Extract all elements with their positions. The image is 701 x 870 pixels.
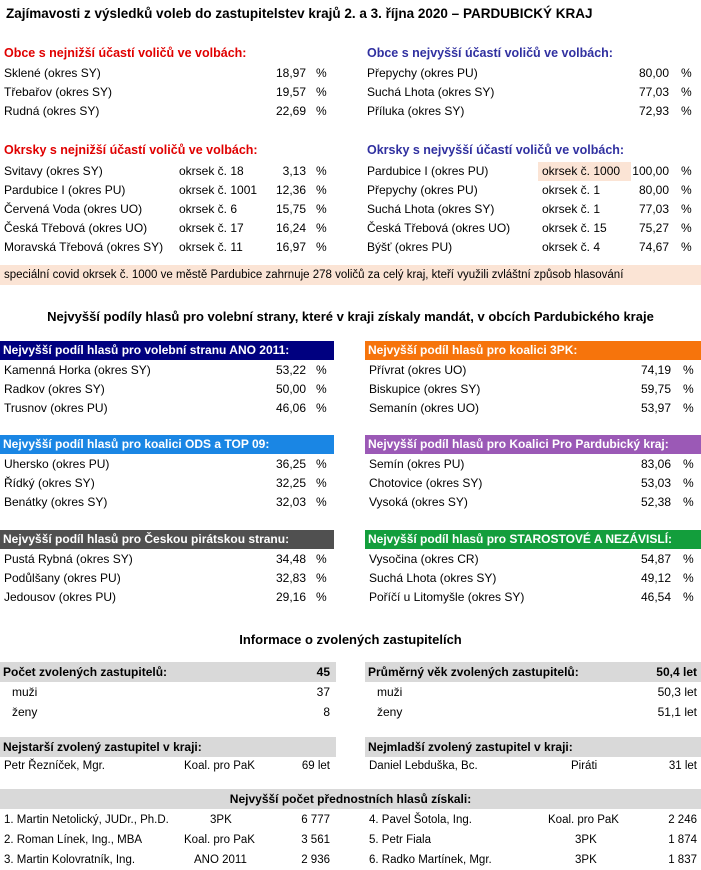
vote-share-value: 59,75 xyxy=(640,382,671,396)
turnout-value: 77,03 xyxy=(638,85,669,99)
district-number: okrsek č. 6 xyxy=(179,202,238,216)
list-item xyxy=(365,361,701,380)
municipality-name: Česká Třebová (okres UO) xyxy=(367,221,511,235)
vote-share-value: 34,48 xyxy=(275,552,306,566)
municipality-name: Svitavy (okres SY) xyxy=(4,164,103,178)
list-item xyxy=(0,162,340,181)
percent-unit: % xyxy=(316,476,327,490)
list-item xyxy=(0,380,334,399)
district-number: okrsek č. 1001 xyxy=(179,183,258,197)
turnout-value: 22,69 xyxy=(275,104,306,118)
list-item xyxy=(0,588,334,607)
list-item xyxy=(0,399,334,418)
candidate-party: 3PK xyxy=(210,814,232,826)
list-item xyxy=(0,361,334,380)
vote-share-value: 53,22 xyxy=(275,363,306,377)
list-item xyxy=(363,162,701,181)
list-item xyxy=(0,102,340,121)
percent-unit: % xyxy=(316,183,327,197)
party-heading: Nejvyšší podíl hlasů pro STAROSTOVÉ A NEZÁVISLÍ: xyxy=(365,530,701,549)
women-age-row xyxy=(365,703,701,722)
list-item xyxy=(363,83,701,102)
low-municipalities-heading: Obce s nejnižší účastí voličů ve volbách: xyxy=(4,46,247,60)
candidate-name: 4. Pavel Šotola, Ing. xyxy=(369,814,472,826)
municipality-name: Semanín (okres UO) xyxy=(369,401,480,415)
vote-share-value: 49,12 xyxy=(640,571,671,585)
parties-section-title: Nejvyšší podíly hlasů pro volební strany, které v kraji získaly mandát, v obcích Pardubického kraje xyxy=(47,309,654,324)
list-item xyxy=(365,588,701,607)
percent-unit: % xyxy=(316,221,327,235)
candidate-party: 3PK xyxy=(575,854,597,866)
percent-unit: % xyxy=(681,104,692,118)
municipality-name: Třebařov (okres SY) xyxy=(4,85,113,99)
percent-unit: % xyxy=(316,495,327,509)
list-item xyxy=(0,455,334,474)
percent-unit: % xyxy=(683,571,694,585)
women-label: ženy xyxy=(12,705,38,719)
municipality-name: Poříčí u Litomyšle (okres SY) xyxy=(369,590,525,604)
percent-unit: % xyxy=(316,363,327,377)
list-item xyxy=(0,64,340,83)
percent-unit: % xyxy=(683,457,694,471)
list-item xyxy=(363,219,701,238)
candidate-votes: 2 936 xyxy=(301,854,330,866)
municipality-name: Rudná (okres SY) xyxy=(4,104,100,118)
vote-share-value: 36,25 xyxy=(275,457,306,471)
oldest-header: Nejstarší zvolený zastupitel v kraji: xyxy=(0,737,336,757)
percent-unit: % xyxy=(316,66,327,80)
elected-count-header xyxy=(0,662,336,682)
percent-unit: % xyxy=(683,363,694,377)
covid-district-note: speciální covid okrsek č. 1000 ve městě Pardubice zahrnuje 278 voličů za celý kraj, kteří využili zvláštní způsob hlasování xyxy=(0,265,701,285)
candidate-name: 6. Radko Martínek, Mgr. xyxy=(369,854,492,866)
party-heading: Nejvyšší podíl hlasů pro Českou pirátskou stranu: xyxy=(0,530,334,549)
vote-share-value: 54,87 xyxy=(640,552,671,566)
percent-unit: % xyxy=(316,590,327,604)
municipality-name: Příluka (okres SY) xyxy=(367,104,465,118)
turnout-value: 16,97 xyxy=(275,240,306,254)
candidate-party: 3PK xyxy=(575,834,597,846)
district-number: okrsek č. 15 xyxy=(542,221,607,235)
list-item xyxy=(365,569,701,588)
vote-share-value: 29,16 xyxy=(275,590,306,604)
women-label: ženy xyxy=(377,705,403,719)
candidate-name: 2. Roman Línek, Ing., MBA xyxy=(4,834,143,846)
men-count-row xyxy=(0,683,336,702)
list-item xyxy=(363,181,701,200)
list-item xyxy=(365,455,701,474)
list-item xyxy=(0,181,340,200)
percent-unit: % xyxy=(316,202,327,216)
vote-share-value: 50,00 xyxy=(275,382,306,396)
list-item xyxy=(0,851,336,870)
elected-count-label: Počet zvolených zastupitelů: xyxy=(3,665,168,679)
list-item xyxy=(365,831,701,850)
party-heading: Nejvyšší podíl hlasů pro volební stranu ANO 2011: xyxy=(0,341,334,360)
women-count: 8 xyxy=(323,705,330,719)
municipality-name: Biskupice (okres SY) xyxy=(369,382,481,396)
district-number: okrsek č. 4 xyxy=(542,240,601,254)
percent-unit: % xyxy=(681,221,692,235)
list-item xyxy=(0,569,334,588)
municipality-name: Pardubice I (okres PU) xyxy=(367,164,489,178)
vote-share-value: 83,06 xyxy=(640,457,671,471)
turnout-value: 15,75 xyxy=(275,202,306,216)
district-number: okrsek č. 18 xyxy=(179,164,244,178)
turnout-value: 18,97 xyxy=(275,66,306,80)
info-section-title: Informace o zvolených zastupitelích xyxy=(239,632,462,647)
municipality-name: Pustá Rybná (okres SY) xyxy=(4,552,133,566)
municipality-name: Červená Voda (okres UO) xyxy=(4,202,143,216)
list-item xyxy=(0,493,334,512)
district-number: okrsek č. 1 xyxy=(542,183,601,197)
men-age-row xyxy=(365,683,701,702)
percent-unit: % xyxy=(683,552,694,566)
municipality-name: Chotovice (okres SY) xyxy=(369,476,483,490)
men-count: 37 xyxy=(316,685,330,699)
percent-unit: % xyxy=(681,240,692,254)
percent-unit: % xyxy=(316,571,327,585)
candidate-name: 1. Martin Netolický, JUDr., Ph.D. xyxy=(4,814,169,826)
youngest-party: Piráti xyxy=(571,760,598,772)
turnout-value: 12,36 xyxy=(275,183,306,197)
party-heading: Nejvyšší podíl hlasů pro Koalici Pro Pardubický kraj: xyxy=(365,435,701,454)
women-avg-age: 51,1 let xyxy=(657,705,697,719)
municipality-name: Býšť (okres PU) xyxy=(367,240,453,254)
municipality-name: Suchá Lhota (okres SY) xyxy=(367,85,495,99)
municipality-name: Moravská Třebová (okres SY) xyxy=(4,240,164,254)
municipality-name: Benátky (okres SY) xyxy=(4,495,108,509)
percent-unit: % xyxy=(683,476,694,490)
youngest-name: Daniel Lebduška, Bc. xyxy=(369,760,478,772)
list-item xyxy=(365,380,701,399)
percent-unit: % xyxy=(316,382,327,396)
municipality-name: Trusnov (okres PU) xyxy=(4,401,108,415)
district-number: okrsek č. 17 xyxy=(179,221,244,235)
list-item xyxy=(0,238,340,257)
turnout-value: 100,00 xyxy=(632,164,669,178)
municipality-name: Vysoká (okres SY) xyxy=(369,495,468,509)
percent-unit: % xyxy=(683,495,694,509)
list-item xyxy=(365,399,701,418)
elected-count-value: 45 xyxy=(316,665,330,679)
municipality-name: Řídký (okres SY) xyxy=(4,476,95,490)
percent-unit: % xyxy=(681,85,692,99)
percent-unit: % xyxy=(681,202,692,216)
list-item xyxy=(363,102,701,121)
youngest-header: Nejmladší zvolený zastupitel v kraji: xyxy=(365,737,701,757)
turnout-value: 80,00 xyxy=(638,66,669,80)
turnout-value: 16,24 xyxy=(275,221,306,235)
oldest-party: Koal. pro PaK xyxy=(184,760,255,772)
vote-share-value: 53,03 xyxy=(640,476,671,490)
percent-unit: % xyxy=(681,183,692,197)
list-item xyxy=(0,831,336,850)
municipality-name: Kamenná Horka (okres SY) xyxy=(4,363,151,377)
district-number-highlighted: okrsek č. 1000 xyxy=(538,162,631,181)
municipality-name: Suchá Lhota (okres SY) xyxy=(367,202,495,216)
municipality-name: Přívrat (okres UO) xyxy=(369,363,467,377)
avg-age-header xyxy=(365,662,701,682)
list-item xyxy=(0,200,340,219)
avg-age-label: Průměrný věk zvolených zastupitelů: xyxy=(368,665,579,679)
vote-share-value: 46,06 xyxy=(275,401,306,415)
turnout-value: 72,93 xyxy=(638,104,669,118)
high-municipalities-heading: Obce s nejvyšší účastí voličů ve volbách: xyxy=(367,46,613,60)
municipality-name: Pardubice I (okres PU) xyxy=(4,183,126,197)
candidate-votes: 3 561 xyxy=(301,834,330,846)
candidate-votes: 1 837 xyxy=(668,854,697,866)
municipality-name: Radkov (okres SY) xyxy=(4,382,105,396)
list-item xyxy=(0,474,334,493)
turnout-value: 80,00 xyxy=(638,183,669,197)
percent-unit: % xyxy=(316,457,327,471)
percent-unit: % xyxy=(316,552,327,566)
men-label: muži xyxy=(12,685,38,699)
municipality-name: Jedousov (okres PU) xyxy=(4,590,117,604)
list-item xyxy=(365,550,701,569)
municipality-name: Semín (okres PU) xyxy=(369,457,465,471)
candidate-votes: 6 777 xyxy=(301,814,330,826)
list-item xyxy=(365,851,701,870)
turnout-value: 75,27 xyxy=(638,221,669,235)
candidate-votes: 1 874 xyxy=(668,834,697,846)
municipality-name: Vysočina (okres CR) xyxy=(369,552,479,566)
municipality-name: Sklené (okres SY) xyxy=(4,66,101,80)
municipality-name: Přepychy (okres PU) xyxy=(367,183,478,197)
district-number: okrsek č. 1 xyxy=(542,202,601,216)
percent-unit: % xyxy=(683,590,694,604)
percent-unit: % xyxy=(683,401,694,415)
percent-unit: % xyxy=(316,240,327,254)
candidate-party: ANO 2011 xyxy=(194,854,247,866)
turnout-value: 74,67 xyxy=(638,240,669,254)
men-avg-age: 50,3 let xyxy=(657,685,697,699)
percent-unit: % xyxy=(316,401,327,415)
men-label: muži xyxy=(377,685,403,699)
list-item xyxy=(365,474,701,493)
list-item xyxy=(0,219,340,238)
list-item xyxy=(0,550,334,569)
youngest-row xyxy=(365,757,701,776)
municipality-name: Podůlšany (okres PU) xyxy=(4,571,121,585)
candidate-votes: 2 246 xyxy=(668,814,697,826)
list-item xyxy=(0,83,340,102)
list-item xyxy=(0,811,336,830)
percent-unit: % xyxy=(683,382,694,396)
women-count-row xyxy=(0,703,336,722)
district-number: okrsek č. 11 xyxy=(179,240,243,254)
low-districts-heading: Okrsky s nejnižší účastí voličů ve volbách: xyxy=(4,143,258,157)
page-title: Zajímavosti z výsledků voleb do zastupitelstev krajů 2. a 3. října 2020 – PARDUBICKÝ KRAJ xyxy=(6,6,593,21)
list-item xyxy=(363,238,701,257)
vote-share-value: 32,25 xyxy=(275,476,306,490)
municipality-name: Česká Třebová (okres UO) xyxy=(4,221,148,235)
high-districts-heading: Okrsky s nejvyšší účastí voličů ve volbách: xyxy=(367,143,625,157)
turnout-value: 77,03 xyxy=(638,202,669,216)
candidate-name: 3. Martin Kolovratník, Ing. xyxy=(4,854,136,866)
candidate-party: Koal. pro PaK xyxy=(548,814,619,826)
party-heading: Nejvyšší podíl hlasů pro koalici ODS a TOP 09: xyxy=(0,435,334,454)
vote-share-value: 46,54 xyxy=(640,590,671,604)
vote-share-value: 32,83 xyxy=(275,571,306,585)
list-item xyxy=(363,64,701,83)
percent-unit: % xyxy=(681,66,692,80)
turnout-value: 3,13 xyxy=(282,164,306,178)
percent-unit: % xyxy=(316,85,327,99)
candidate-name: 5. Petr Fiala xyxy=(369,834,431,846)
oldest-name: Petr Řezníček, Mgr. xyxy=(4,760,105,772)
preferential-header: Nejvyšší počet přednostních hlasů získali: xyxy=(0,789,701,809)
municipality-name: Uhersko (okres PU) xyxy=(4,457,110,471)
percent-unit: % xyxy=(681,164,692,178)
avg-age-value: 50,4 let xyxy=(656,665,697,679)
municipality-name: Suchá Lhota (okres SY) xyxy=(369,571,497,585)
municipality-name: Přepychy (okres PU) xyxy=(367,66,478,80)
vote-share-value: 74,19 xyxy=(640,363,671,377)
party-heading: Nejvyšší podíl hlasů pro koalici 3PK: xyxy=(365,341,701,360)
list-item xyxy=(365,811,701,830)
percent-unit: % xyxy=(316,104,327,118)
vote-share-value: 52,38 xyxy=(640,495,671,509)
vote-share-value: 32,03 xyxy=(275,495,306,509)
list-item xyxy=(365,493,701,512)
list-item xyxy=(363,200,701,219)
turnout-value: 19,57 xyxy=(275,85,306,99)
oldest-age: 69 let xyxy=(301,760,330,772)
candidate-party: Koal. pro PaK xyxy=(184,834,255,846)
youngest-age: 31 let xyxy=(668,760,697,772)
oldest-row xyxy=(0,757,336,776)
vote-share-value: 53,97 xyxy=(640,401,671,415)
percent-unit: % xyxy=(316,164,327,178)
